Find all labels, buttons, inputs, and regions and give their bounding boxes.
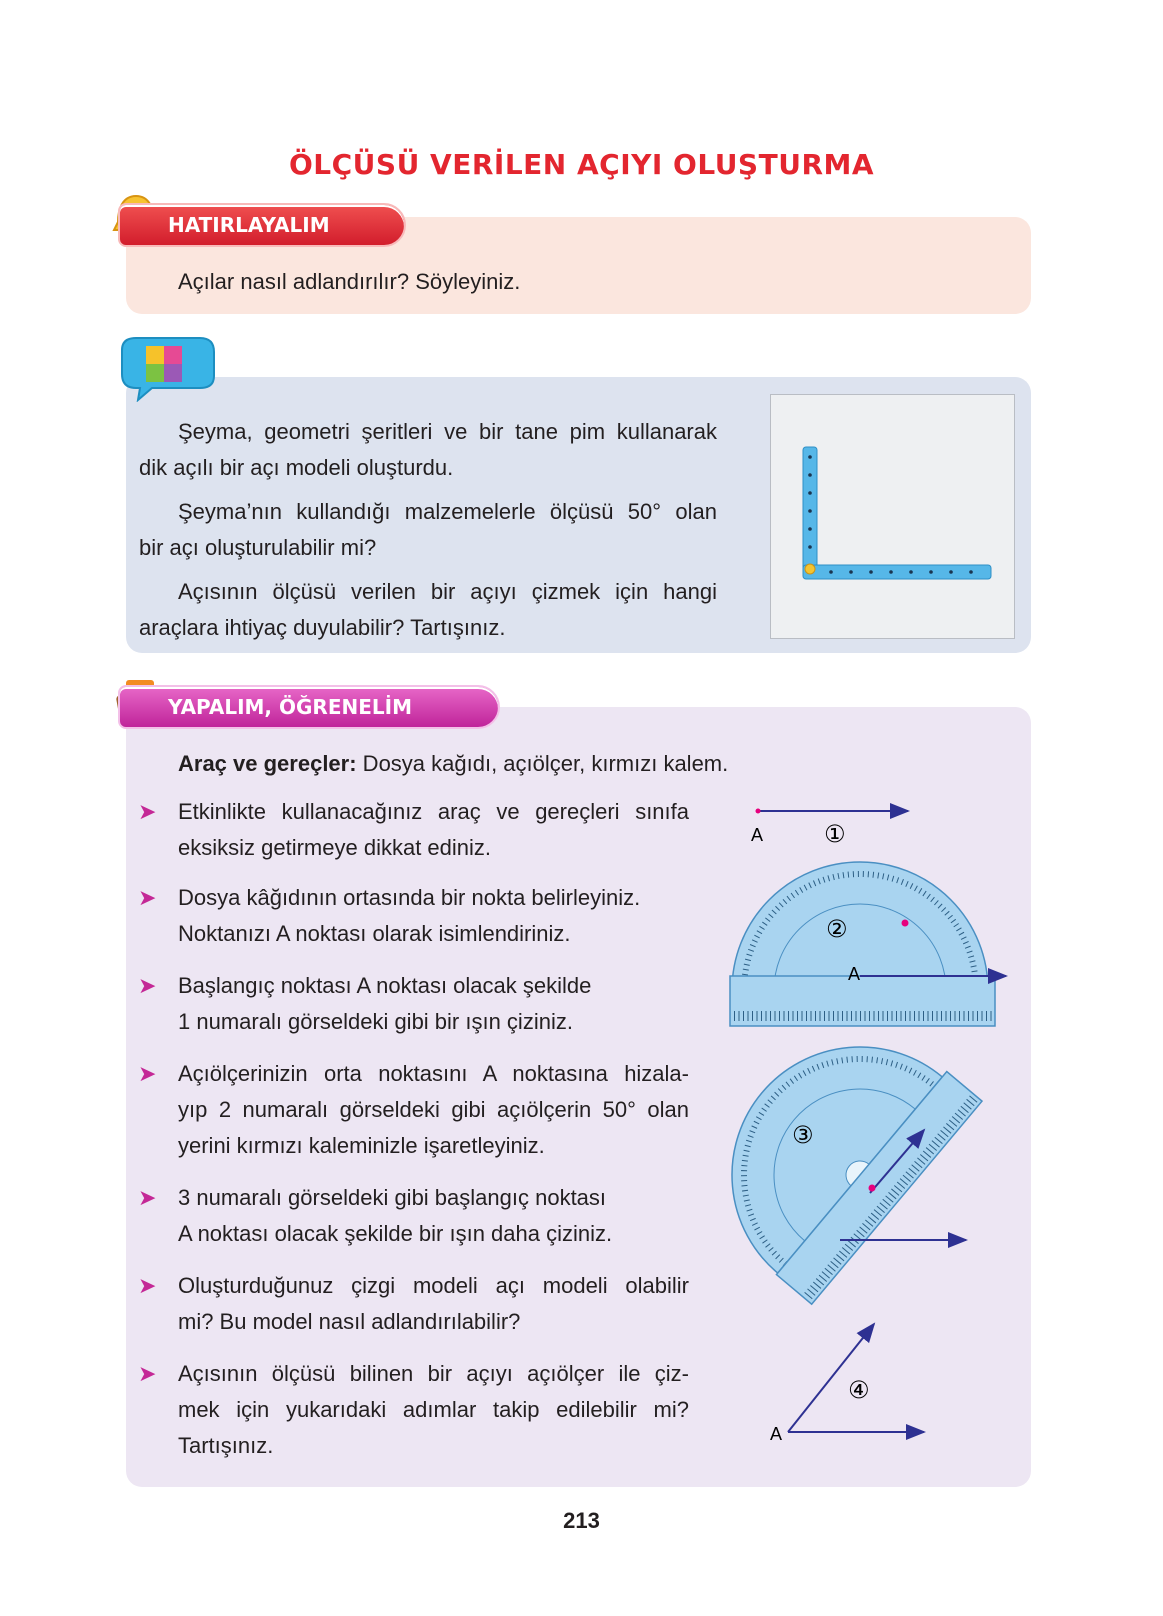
right-angle-strips-image <box>771 395 1014 638</box>
step-4-line2: yıp 2 numaralı görseldeki gibi açıölçerin 50° olan <box>178 1097 689 1122</box>
bullet-arrow-icon: ➤ <box>138 1185 157 1210</box>
discuss-p2-line1: Şeyma’nın kullandığı malzemelerle ölçüsü 50° olan <box>178 499 717 524</box>
step-7-line2: mek için yukarıdaki adımlar takip edilebilir mi? <box>178 1397 689 1422</box>
step-3-line2: 1 numaralı görseldeki gibi bir ışın çiziniz. <box>178 1009 573 1034</box>
step-1-line2: eksiksiz getirmeye dikkat ediniz. <box>178 835 492 860</box>
step-2-line2: Noktanızı A noktası olarak isimlendiriniz. <box>178 921 571 946</box>
discuss-p2-line2: bir açı oluşturulabilir mi? <box>139 535 377 560</box>
step-4-line3: yerini kırmızı kaleminizle işaretleyiniz. <box>178 1133 545 1158</box>
tools-label: Araç ve gereçler: <box>178 751 357 776</box>
step-2-line1: Dosya kâğıdının ortasında bir nokta belirleyiniz. <box>178 885 641 910</box>
figure-4-point-label: A <box>770 1424 783 1444</box>
bullet-arrow-icon: ➤ <box>138 1061 157 1086</box>
bullet-arrow-icon: ➤ <box>138 885 157 910</box>
figures-panel <box>720 790 1020 1480</box>
bullet-arrow-icon: ➤ <box>138 973 157 998</box>
step-4-line1: Açıölçerinizin orta noktasını A noktasına hizala- <box>178 1061 689 1086</box>
tools-line <box>178 746 728 782</box>
step-1-line1: Etkinlikte kullanacağınız araç ve gereçleri sınıfa <box>178 799 689 824</box>
figure-2-protractor <box>730 862 1006 1026</box>
step-7-line1: Açısının ölçüsü bilinen bir açıyı açıölçer ile çiz- <box>178 1361 689 1386</box>
discuss-p3-line1: Açısının ölçüsü verilen bir açıyı çizmek için hangi <box>178 579 717 604</box>
step-6-line1: Oluşturduğunuz çizgi modeli açı modeli olabilir <box>178 1273 689 1298</box>
step-7-line3: Tartışınız. <box>178 1433 274 1458</box>
figure-2-point-label: A <box>848 964 861 984</box>
figure-2-number: ② <box>826 915 848 943</box>
geometry-strips-photo <box>770 394 1015 639</box>
bullet-arrow-icon: ➤ <box>138 1361 157 1386</box>
step-5-line1: 3 numaralı görseldeki gibi başlangıç noktası <box>178 1185 607 1210</box>
figure-1-number: ① <box>824 820 846 848</box>
discuss-p1-line2: dik açılı bir açı modeli oluşturdu. <box>139 455 454 480</box>
bullet-arrow-icon: ➤ <box>138 799 157 824</box>
page-title: ÖLÇÜSÜ VERİLEN AÇIYI OLUŞTURMA <box>288 148 875 181</box>
puzzle-icon <box>116 330 220 402</box>
figure-1-ray <box>756 809 909 814</box>
figure-4-number: ④ <box>848 1376 870 1404</box>
discuss-p3-line2: araçlara ihtiyaç duyulabilir? Tartışınız. <box>139 615 506 640</box>
learn-tag: YAPALIM, ÖĞRENELİM <box>118 685 500 729</box>
discuss-p1-line1: Şeyma, geometri şeritleri ve bir tane pim kullanarak <box>178 419 717 444</box>
remember-tag: HATIRLAYALIM <box>118 203 406 247</box>
figure-3-number: ③ <box>792 1121 814 1149</box>
step-5-line2: A noktası olacak şekilde bir ışın daha çiziniz. <box>178 1221 613 1246</box>
bullet-arrow-icon: ➤ <box>138 1273 157 1298</box>
step-6-line2: mi? Bu model nasıl adlandırılabilir? <box>178 1309 521 1334</box>
remember-text: Açılar nasıl adlandırılır? Söyleyiniz. <box>178 269 521 294</box>
tools-text: Dosya kağıdı, açıölçer, kırmızı kalem. <box>356 751 729 776</box>
page-number: 213 <box>563 1508 600 1533</box>
figure-3-protractor <box>720 989 982 1304</box>
step-3-line1: Başlangıç noktası A noktası olacak şekilde <box>178 973 592 998</box>
figure-1-point-label: A <box>751 825 764 845</box>
